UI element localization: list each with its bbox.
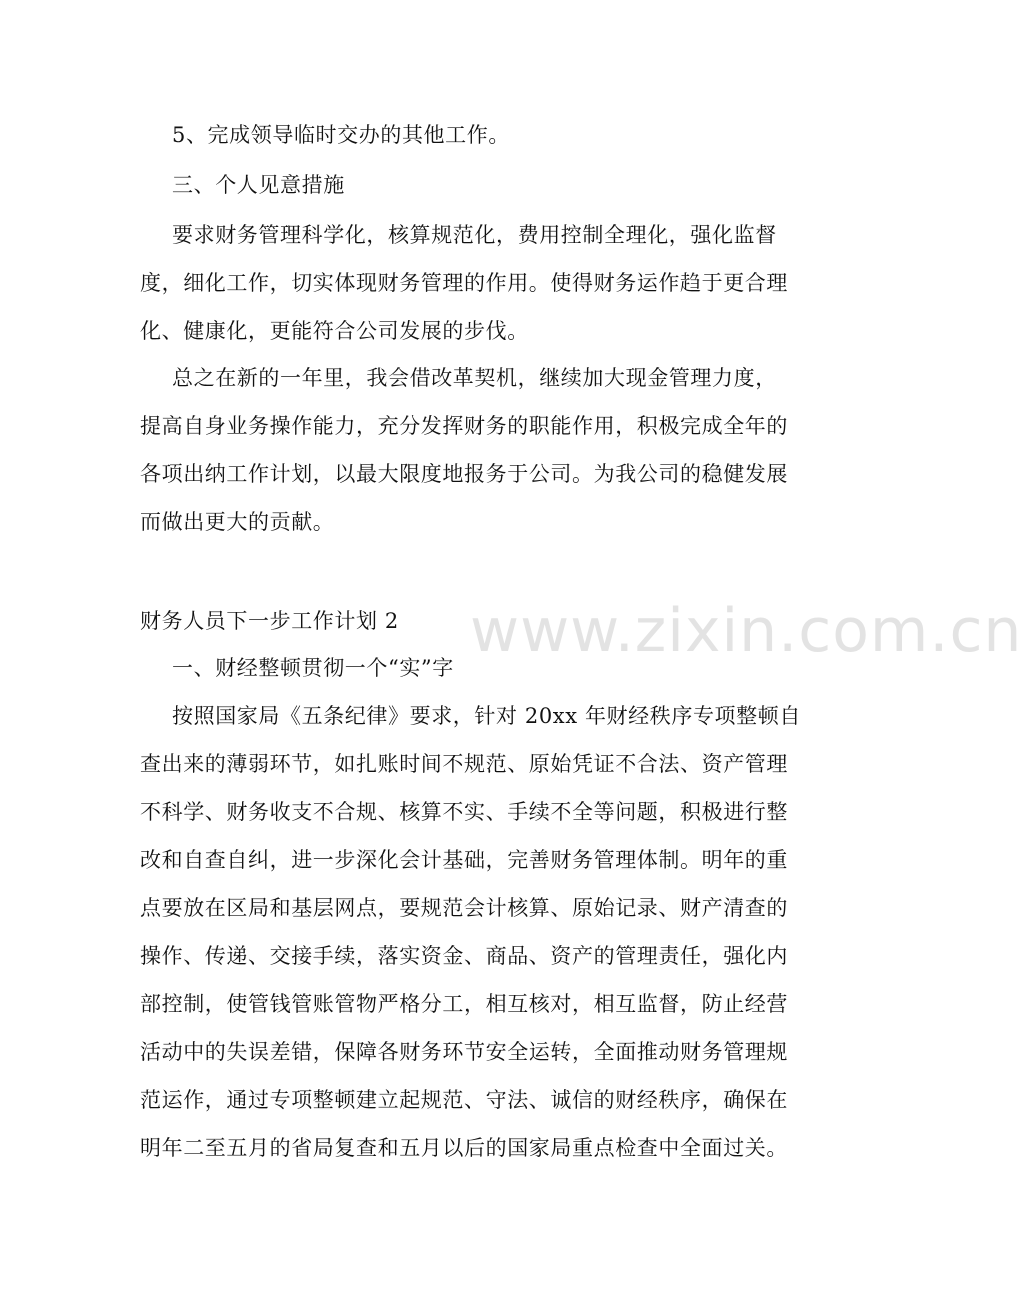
paragraph-line: 明年二至五月的省局复查和五月以后的国家局重点检查中全面过关。	[140, 1136, 788, 1160]
paragraph-line: 查出来的薄弱环节，如扎账时间不规范、原始凭证不合法、资产管理	[140, 752, 788, 776]
paragraph-line: 范运作，通过专项整顿建立起规范、守法、诚信的财经秩序，确保在	[140, 1088, 788, 1112]
paragraph-line: 总之在新的一年里，我会借改革契机，继续加大现金管理力度，	[172, 366, 777, 390]
section-heading-1: 一、财经整顿贯彻一个“实”字	[172, 656, 454, 680]
paragraph-line: 点要放在区局和基层网点，要规范会计核算、原始记录、财产清查的	[140, 896, 788, 920]
watermark: www.zixin.com.cn	[470, 596, 1022, 666]
paragraph-line: 按照国家局《五条纪律》要求，针对 20xx 年财经秩序专项整顿自	[172, 704, 801, 728]
document-title: 财务人员下一步工作计划 2	[140, 609, 399, 633]
paragraph-line: 部控制，使管钱管账管物严格分工，相互核对，相互监督，防止经营	[140, 992, 788, 1016]
paragraph-line: 提高自身业务操作能力，充分发挥财务的职能作用，积极完成全年的	[140, 414, 788, 438]
paragraph-line: 活动中的失误差错，保障各财务环节安全运转，全面推动财务管理规	[140, 1040, 788, 1064]
paragraph-line: 化、健康化，更能符合公司发展的步伐。	[140, 319, 529, 343]
list-item-5: 5、完成领导临时交办的其他工作。	[172, 123, 510, 147]
paragraph-line: 操作、传递、交接手续，落实资金、商品、资产的管理责任，强化内	[140, 944, 788, 968]
paragraph-line: 不科学、财务收支不合规、核算不实、手续不全等问题，积极进行整	[140, 800, 788, 824]
paragraph-line: 而做出更大的贡献。	[140, 510, 335, 534]
paragraph-line: 各项出纳工作计划，以最大限度地报务于公司。为我公司的稳健发展	[140, 462, 788, 486]
paragraph-line: 要求财务管理科学化，核算规范化，费用控制全理化，强化监督	[172, 223, 777, 247]
paragraph-line: 改和自查自纠，进一步深化会计基础，完善财务管理体制。明年的重	[140, 848, 788, 872]
paragraph-line: 度，细化工作，切实体现财务管理的作用。使得财务运作趋于更合理	[140, 271, 788, 295]
section-heading-3: 三、个人见意措施	[172, 173, 345, 197]
